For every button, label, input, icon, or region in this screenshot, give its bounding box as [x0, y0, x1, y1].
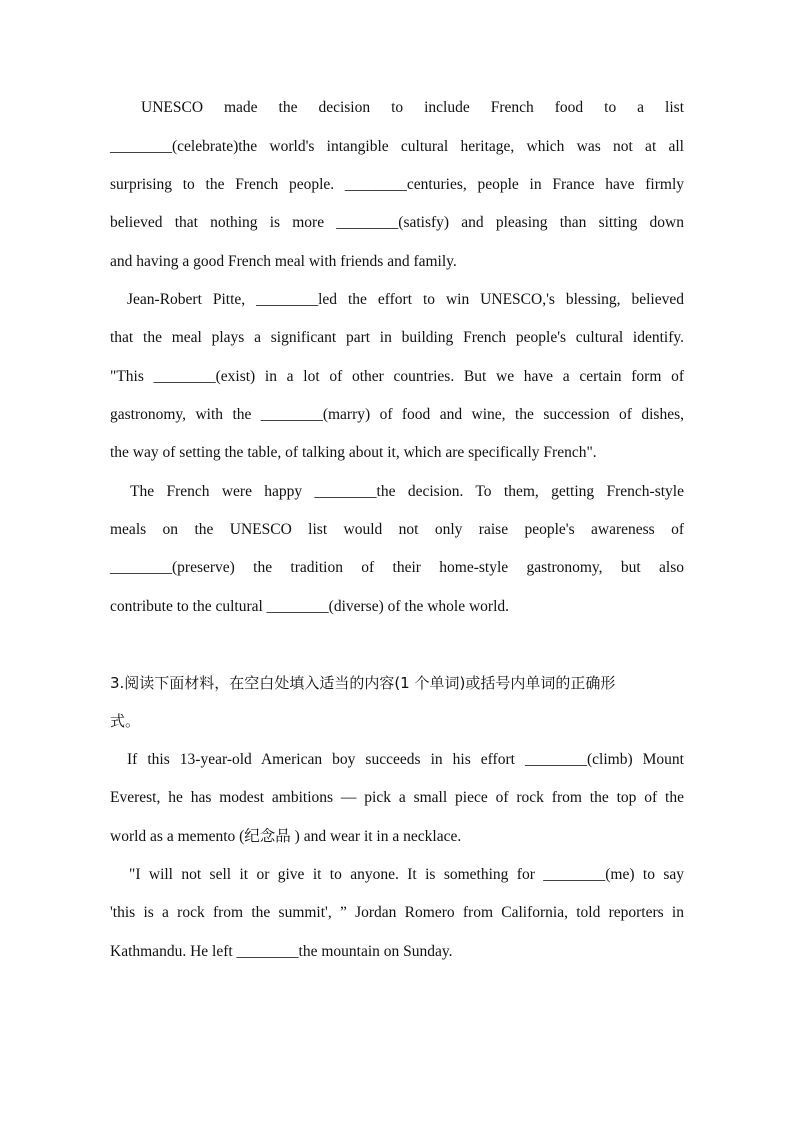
passage-line: Jean-Robert Pitte, ________led the effort to win UNESCO,'s blessing, believed — [127, 291, 684, 308]
passage-line: 'this is a rock from the summit', ” Jordan Romero from California, told reporters in — [110, 904, 684, 921]
passage-line: believed that nothing is more ________(satisfy) and pleasing than sitting down — [110, 214, 684, 231]
passage-line: and having a good French meal with friends and family. — [110, 253, 457, 270]
passage-line: gastronomy, with the ________(marry) of food and wine, the succession of dishes, — [110, 406, 684, 423]
passage-line: If this 13-year-old American boy succeeds in his effort ________(climb) Mount — [127, 751, 684, 768]
passage-line: that the meal plays a significant part in building French people's cultural identify. — [110, 329, 684, 346]
passage-line: Everest, he has modest ambitions — pick a small piece of rock from the top of the — [110, 789, 684, 806]
question-instruction: 3.阅读下面材料，在空白处填入适当的内容(1 个单词)或括号内单词的正确形 — [110, 674, 616, 692]
passage-line: world as a memento (纪念品 ) and wear it in a necklace. — [110, 828, 462, 845]
passage-line: surprising to the French people. ________centuries, people in France have firmly — [110, 176, 684, 193]
passage-line: Kathmandu. He left ________the mountain on Sunday. — [110, 943, 453, 960]
passage-line: ________(preserve) the tradition of their home-style gastronomy, but also — [110, 559, 684, 576]
passage-line: "This ________(exist) in a lot of other countries. But we have a certain form of — [110, 368, 684, 385]
passage-line: the way of setting the table, of talking about it, which are specifically French". — [110, 444, 597, 461]
passage-line: The French were happy ________the decision. To them, getting French-style — [130, 483, 684, 500]
passage-line: meals on the UNESCO list would not only raise people's awareness of — [110, 521, 684, 538]
question-instruction: 式。 — [110, 712, 141, 730]
passage-line: ________(celebrate)the world's intangible cultural heritage, which was not at all — [110, 138, 684, 155]
passage-line: contribute to the cultural ________(diverse) of the whole world. — [110, 598, 510, 615]
passage-line: "I will not sell it or give it to anyone. It is something for ________(me) to say — [129, 866, 684, 883]
passage-line: UNESCO made the decision to include French food to a list — [141, 99, 684, 116]
